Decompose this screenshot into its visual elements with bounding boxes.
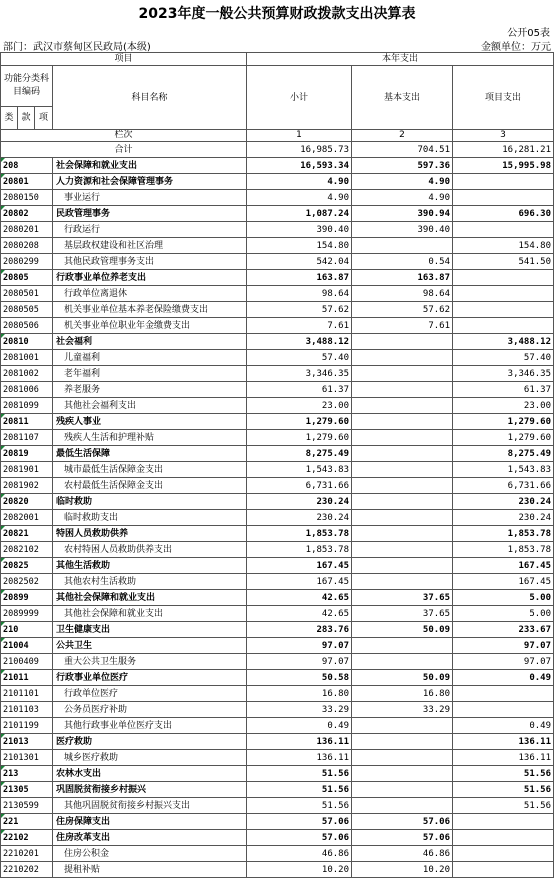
total-row	[1, 142, 554, 158]
row-subject-name: 其他社会保障和就业支出	[53, 606, 247, 622]
row-code: 20802	[1, 206, 53, 222]
row-subtotal: 16,593.34	[247, 158, 352, 174]
row-code: 2081099	[1, 398, 53, 414]
table-row	[1, 398, 554, 414]
row-subtotal: 1,279.60	[247, 414, 352, 430]
row-project: 5.00	[453, 590, 554, 606]
row-basic	[352, 366, 453, 382]
row-basic: 390.40	[352, 222, 453, 238]
row-subject-name: 农村最低生活保障金支出	[53, 478, 247, 494]
table-row	[1, 574, 554, 590]
row-subtotal: 8,275.49	[247, 446, 352, 462]
row-project: 1,853.78	[453, 526, 554, 542]
row-project: 0.49	[453, 718, 554, 734]
row-project: 230.24	[453, 494, 554, 510]
table-row	[1, 814, 554, 830]
row-basic: 4.90	[352, 190, 453, 206]
row-code: 21011	[1, 670, 53, 686]
column-number-1: 1	[247, 130, 352, 142]
row-subtotal: 1,543.83	[247, 462, 352, 478]
row-project: 51.56	[453, 766, 554, 782]
table-row	[1, 558, 554, 574]
row-basic	[352, 574, 453, 590]
row-project: 541.50	[453, 254, 554, 270]
expenditure-table	[0, 52, 554, 878]
row-basic: 50.09	[352, 622, 453, 638]
row-basic	[352, 734, 453, 750]
row-subject-name: 公务员医疗补助	[53, 702, 247, 718]
row-subtotal: 1,279.60	[247, 430, 352, 446]
report-title: 2023年度一般公共预算财政拨款支出决算表	[138, 6, 416, 22]
row-subject-name: 其他行政事业单位医疗支出	[53, 718, 247, 734]
header-current-year: 本年支出	[247, 53, 554, 66]
row-code: 2101301	[1, 750, 53, 766]
row-subject-name: 最低生活保障	[53, 446, 247, 462]
row-project: 61.37	[453, 382, 554, 398]
row-subject-name: 残疾人事业	[53, 414, 247, 430]
row-code: 20801	[1, 174, 53, 190]
row-subtotal: 97.07	[247, 654, 352, 670]
row-project: 8,275.49	[453, 446, 554, 462]
row-code: 2080208	[1, 238, 53, 254]
column-number-label: 栏次	[1, 130, 247, 142]
row-subtotal: 283.76	[247, 622, 352, 638]
row-project	[453, 814, 554, 830]
header-func-code: 功能分类科目编码	[1, 66, 53, 107]
table-row	[1, 750, 554, 766]
row-project: 1,543.83	[453, 462, 554, 478]
row-project: 167.45	[453, 574, 554, 590]
row-basic	[352, 414, 453, 430]
row-project	[453, 302, 554, 318]
total-basic: 704.51	[352, 142, 453, 158]
row-subject-name: 提租补贴	[53, 862, 247, 878]
row-project	[453, 222, 554, 238]
row-basic: 390.94	[352, 206, 453, 222]
table-row	[1, 766, 554, 782]
row-code: 2081001	[1, 350, 53, 366]
row-code: 208	[1, 158, 53, 174]
row-project: 3,346.35	[453, 366, 554, 382]
row-subject-name: 特困人员救助供养	[53, 526, 247, 542]
row-subject-name: 其他社会保障和就业支出	[53, 590, 247, 606]
row-subject-name: 其他农村生活救助	[53, 574, 247, 590]
table-row	[1, 478, 554, 494]
row-code: 20811	[1, 414, 53, 430]
row-project: 1,853.78	[453, 542, 554, 558]
row-project: 3,488.12	[453, 334, 554, 350]
row-basic	[352, 350, 453, 366]
row-project: 51.56	[453, 798, 554, 814]
row-project: 6,731.66	[453, 478, 554, 494]
row-project	[453, 270, 554, 286]
table-row	[1, 686, 554, 702]
row-subtotal: 1,853.78	[247, 542, 352, 558]
row-basic	[352, 542, 453, 558]
total-subtotal: 16,985.73	[247, 142, 352, 158]
row-code: 2080505	[1, 302, 53, 318]
row-subtotal: 98.64	[247, 286, 352, 302]
row-subject-name: 临时救助支出	[53, 510, 247, 526]
row-code: 2080201	[1, 222, 53, 238]
row-code: 2089999	[1, 606, 53, 622]
row-subtotal: 57.06	[247, 814, 352, 830]
row-subtotal: 23.00	[247, 398, 352, 414]
row-code: 2210201	[1, 846, 53, 862]
row-subtotal: 1,853.78	[247, 526, 352, 542]
row-subtotal: 230.24	[247, 510, 352, 526]
header-row-2	[1, 66, 554, 107]
row-code: 20899	[1, 590, 53, 606]
row-subtotal: 7.61	[247, 318, 352, 334]
row-subtotal: 163.87	[247, 270, 352, 286]
row-code: 2081901	[1, 462, 53, 478]
report-meta-row	[0, 38, 554, 51]
row-project: 15,995.98	[453, 158, 554, 174]
header-basic: 基本支出	[352, 66, 453, 130]
row-subject-name: 其他生活救助	[53, 558, 247, 574]
table-row	[1, 222, 554, 238]
table-row	[1, 190, 554, 206]
row-subtotal: 51.56	[247, 766, 352, 782]
row-project: 97.07	[453, 638, 554, 654]
row-subtotal: 42.65	[247, 606, 352, 622]
table-row	[1, 302, 554, 318]
row-subject-name: 儿童福利	[53, 350, 247, 366]
row-subject-name: 社会福利	[53, 334, 247, 350]
row-basic: 597.36	[352, 158, 453, 174]
row-subject-name: 行政事业单位医疗	[53, 670, 247, 686]
row-subtotal: 46.86	[247, 846, 352, 862]
table-row	[1, 366, 554, 382]
row-code: 2081002	[1, 366, 53, 382]
row-basic: 57.06	[352, 830, 453, 846]
row-basic: 7.61	[352, 318, 453, 334]
row-basic	[352, 334, 453, 350]
row-code: 20821	[1, 526, 53, 542]
row-subject-name: 人力资源和社会保障管理事务	[53, 174, 247, 190]
row-subject-name: 其他社会福利支出	[53, 398, 247, 414]
row-project: 23.00	[453, 398, 554, 414]
row-project: 136.11	[453, 750, 554, 766]
header-lei: 类	[1, 107, 18, 130]
row-code: 20819	[1, 446, 53, 462]
row-basic: 98.64	[352, 286, 453, 302]
row-project: 97.07	[453, 654, 554, 670]
row-basic: 37.65	[352, 590, 453, 606]
table-row	[1, 638, 554, 654]
row-subtotal: 42.65	[247, 590, 352, 606]
table-row	[1, 494, 554, 510]
row-code: 2080299	[1, 254, 53, 270]
row-basic: 4.90	[352, 174, 453, 190]
row-code: 20810	[1, 334, 53, 350]
row-project	[453, 830, 554, 846]
row-subject-name: 行政事业单位养老支出	[53, 270, 247, 286]
row-subject-name: 住房公积金	[53, 846, 247, 862]
row-code: 21013	[1, 734, 53, 750]
table-row	[1, 270, 554, 286]
table-row	[1, 718, 554, 734]
row-code: 2080501	[1, 286, 53, 302]
row-basic	[352, 398, 453, 414]
row-subtotal: 3,488.12	[247, 334, 352, 350]
row-subtotal: 167.45	[247, 574, 352, 590]
row-code: 2101103	[1, 702, 53, 718]
row-subtotal: 3,346.35	[247, 366, 352, 382]
row-basic: 57.62	[352, 302, 453, 318]
row-project	[453, 174, 554, 190]
row-subject-name: 事业运行	[53, 190, 247, 206]
table-row	[1, 254, 554, 270]
department-label: 部门：武汉市蔡甸区民政局(本级)	[3, 42, 151, 53]
row-basic: 37.65	[352, 606, 453, 622]
row-project: 51.56	[453, 782, 554, 798]
row-subject-name: 重大公共卫生服务	[53, 654, 247, 670]
row-code: 2082102	[1, 542, 53, 558]
row-code: 2101101	[1, 686, 53, 702]
row-basic: 16.80	[352, 686, 453, 702]
table-row	[1, 446, 554, 462]
row-code: 20825	[1, 558, 53, 574]
row-basic: 10.20	[352, 862, 453, 878]
row-code: 2210202	[1, 862, 53, 878]
row-subtotal: 51.56	[247, 782, 352, 798]
table-row	[1, 702, 554, 718]
row-code: 2081006	[1, 382, 53, 398]
table-row	[1, 414, 554, 430]
row-subject-name: 其他民政管理事务支出	[53, 254, 247, 270]
row-basic: 46.86	[352, 846, 453, 862]
row-project: 5.00	[453, 606, 554, 622]
row-basic	[352, 638, 453, 654]
row-subtotal: 61.37	[247, 382, 352, 398]
row-project	[453, 190, 554, 206]
row-project	[453, 846, 554, 862]
row-subject-name: 机关事业单位职业年金缴费支出	[53, 318, 247, 334]
row-subtotal: 57.62	[247, 302, 352, 318]
table-row	[1, 382, 554, 398]
row-project	[453, 286, 554, 302]
row-code: 21305	[1, 782, 53, 798]
row-basic: 50.09	[352, 670, 453, 686]
table-row	[1, 286, 554, 302]
row-code: 2101199	[1, 718, 53, 734]
row-project: 1,279.60	[453, 414, 554, 430]
table-row	[1, 830, 554, 846]
row-subtotal: 10.20	[247, 862, 352, 878]
row-basic	[352, 462, 453, 478]
row-subject-name: 基层政权建设和社区治理	[53, 238, 247, 254]
row-code: 213	[1, 766, 53, 782]
table-row	[1, 590, 554, 606]
header-subject-name: 科目名称	[53, 66, 247, 130]
row-code: 20805	[1, 270, 53, 286]
row-subtotal: 136.11	[247, 750, 352, 766]
row-subject-name: 机关事业单位基本养老保险缴费支出	[53, 302, 247, 318]
row-subtotal: 51.56	[247, 798, 352, 814]
row-code: 2080150	[1, 190, 53, 206]
header-item: 项目	[1, 53, 247, 66]
row-subtotal: 33.29	[247, 702, 352, 718]
row-basic: 163.87	[352, 270, 453, 286]
row-code: 2081902	[1, 478, 53, 494]
row-subject-name: 行政单位医疗	[53, 686, 247, 702]
row-subtotal: 230.24	[247, 494, 352, 510]
row-project: 154.80	[453, 238, 554, 254]
table-row	[1, 350, 554, 366]
table-row	[1, 238, 554, 254]
row-subtotal: 542.04	[247, 254, 352, 270]
row-subject-name: 残疾人生活和护理补贴	[53, 430, 247, 446]
table-row	[1, 510, 554, 526]
row-basic	[352, 526, 453, 542]
header-xiang: 项	[35, 107, 53, 130]
row-basic	[352, 782, 453, 798]
row-subject-name: 医疗救助	[53, 734, 247, 750]
table-row	[1, 846, 554, 862]
row-project: 167.45	[453, 558, 554, 574]
row-subtotal: 4.90	[247, 174, 352, 190]
row-subject-name: 老年福利	[53, 366, 247, 382]
row-subject-name: 住房改革支出	[53, 830, 247, 846]
table-row	[1, 318, 554, 334]
row-project: 1,279.60	[453, 430, 554, 446]
row-subject-name: 住房保障支出	[53, 814, 247, 830]
table-row	[1, 622, 554, 638]
row-basic	[352, 654, 453, 670]
row-subtotal: 97.07	[247, 638, 352, 654]
row-code: 221	[1, 814, 53, 830]
row-project	[453, 862, 554, 878]
row-code: 21004	[1, 638, 53, 654]
row-subject-name: 公共卫生	[53, 638, 247, 654]
table-row	[1, 206, 554, 222]
column-number-row	[1, 130, 554, 142]
row-subject-name: 临时救助	[53, 494, 247, 510]
row-basic	[352, 446, 453, 462]
row-basic: 33.29	[352, 702, 453, 718]
row-subject-name: 社会保障和就业支出	[53, 158, 247, 174]
row-basic	[352, 750, 453, 766]
row-basic	[352, 238, 453, 254]
row-subtotal: 16.80	[247, 686, 352, 702]
row-subject-name: 行政运行	[53, 222, 247, 238]
table-row	[1, 654, 554, 670]
row-subject-name: 民政管理事务	[53, 206, 247, 222]
row-subtotal: 390.40	[247, 222, 352, 238]
header-kuan: 款	[18, 107, 35, 130]
row-subject-name: 农村特困人员救助供养支出	[53, 542, 247, 558]
table-row	[1, 862, 554, 878]
row-subtotal: 154.80	[247, 238, 352, 254]
row-project	[453, 702, 554, 718]
row-basic: 57.06	[352, 814, 453, 830]
form-number: 公开05表	[507, 28, 550, 39]
row-basic	[352, 558, 453, 574]
table-row	[1, 430, 554, 446]
row-subtotal: 1,087.24	[247, 206, 352, 222]
row-project: 136.11	[453, 734, 554, 750]
header-project: 项目支出	[453, 66, 554, 130]
row-subtotal: 4.90	[247, 190, 352, 206]
table-row	[1, 670, 554, 686]
row-subject-name: 卫生健康支出	[53, 622, 247, 638]
row-project: 57.40	[453, 350, 554, 366]
row-subject-name: 城市最低生活保障金支出	[53, 462, 247, 478]
table-row	[1, 174, 554, 190]
row-subtotal: 57.40	[247, 350, 352, 366]
row-basic	[352, 718, 453, 734]
header-row-1	[1, 53, 554, 66]
row-project: 0.49	[453, 670, 554, 686]
row-basic: 0.54	[352, 254, 453, 270]
row-project: 233.67	[453, 622, 554, 638]
row-code: 2080506	[1, 318, 53, 334]
row-code: 20820	[1, 494, 53, 510]
row-subject-name: 养老服务	[53, 382, 247, 398]
row-basic	[352, 766, 453, 782]
table-row	[1, 734, 554, 750]
row-subject-name: 巩固脱贫衔接乡村振兴	[53, 782, 247, 798]
row-code: 210	[1, 622, 53, 638]
column-number-3: 3	[453, 130, 554, 142]
row-subject-name: 城乡医疗救助	[53, 750, 247, 766]
table-row	[1, 158, 554, 174]
row-project	[453, 318, 554, 334]
total-label: 合计	[1, 142, 247, 158]
table-row	[1, 542, 554, 558]
row-subtotal: 167.45	[247, 558, 352, 574]
row-subject-name: 其他巩固脱贫衔接乡村振兴支出	[53, 798, 247, 814]
total-project: 16,281.21	[453, 142, 554, 158]
row-subtotal: 50.58	[247, 670, 352, 686]
row-basic	[352, 382, 453, 398]
amount-unit-label: 金额单位：万元	[481, 42, 551, 53]
table-row	[1, 606, 554, 622]
row-basic	[352, 798, 453, 814]
row-code: 2082502	[1, 574, 53, 590]
header-subtotal: 小计	[247, 66, 352, 130]
table-row	[1, 798, 554, 814]
row-code: 2100409	[1, 654, 53, 670]
row-project	[453, 686, 554, 702]
row-subtotal: 6,731.66	[247, 478, 352, 494]
table-row	[1, 462, 554, 478]
row-code: 2130599	[1, 798, 53, 814]
table-row	[1, 334, 554, 350]
row-basic	[352, 430, 453, 446]
row-subject-name: 行政单位离退休	[53, 286, 247, 302]
row-basic	[352, 478, 453, 494]
row-basic	[352, 494, 453, 510]
row-subtotal: 57.06	[247, 830, 352, 846]
row-basic	[352, 510, 453, 526]
row-subtotal: 0.49	[247, 718, 352, 734]
table-row	[1, 526, 554, 542]
row-code: 2081107	[1, 430, 53, 446]
row-project: 696.30	[453, 206, 554, 222]
row-subject-name: 农林水支出	[53, 766, 247, 782]
table-row	[1, 782, 554, 798]
row-subtotal: 136.11	[247, 734, 352, 750]
column-number-2: 2	[352, 130, 453, 142]
row-project: 230.24	[453, 510, 554, 526]
row-code: 2082001	[1, 510, 53, 526]
row-code: 22102	[1, 830, 53, 846]
